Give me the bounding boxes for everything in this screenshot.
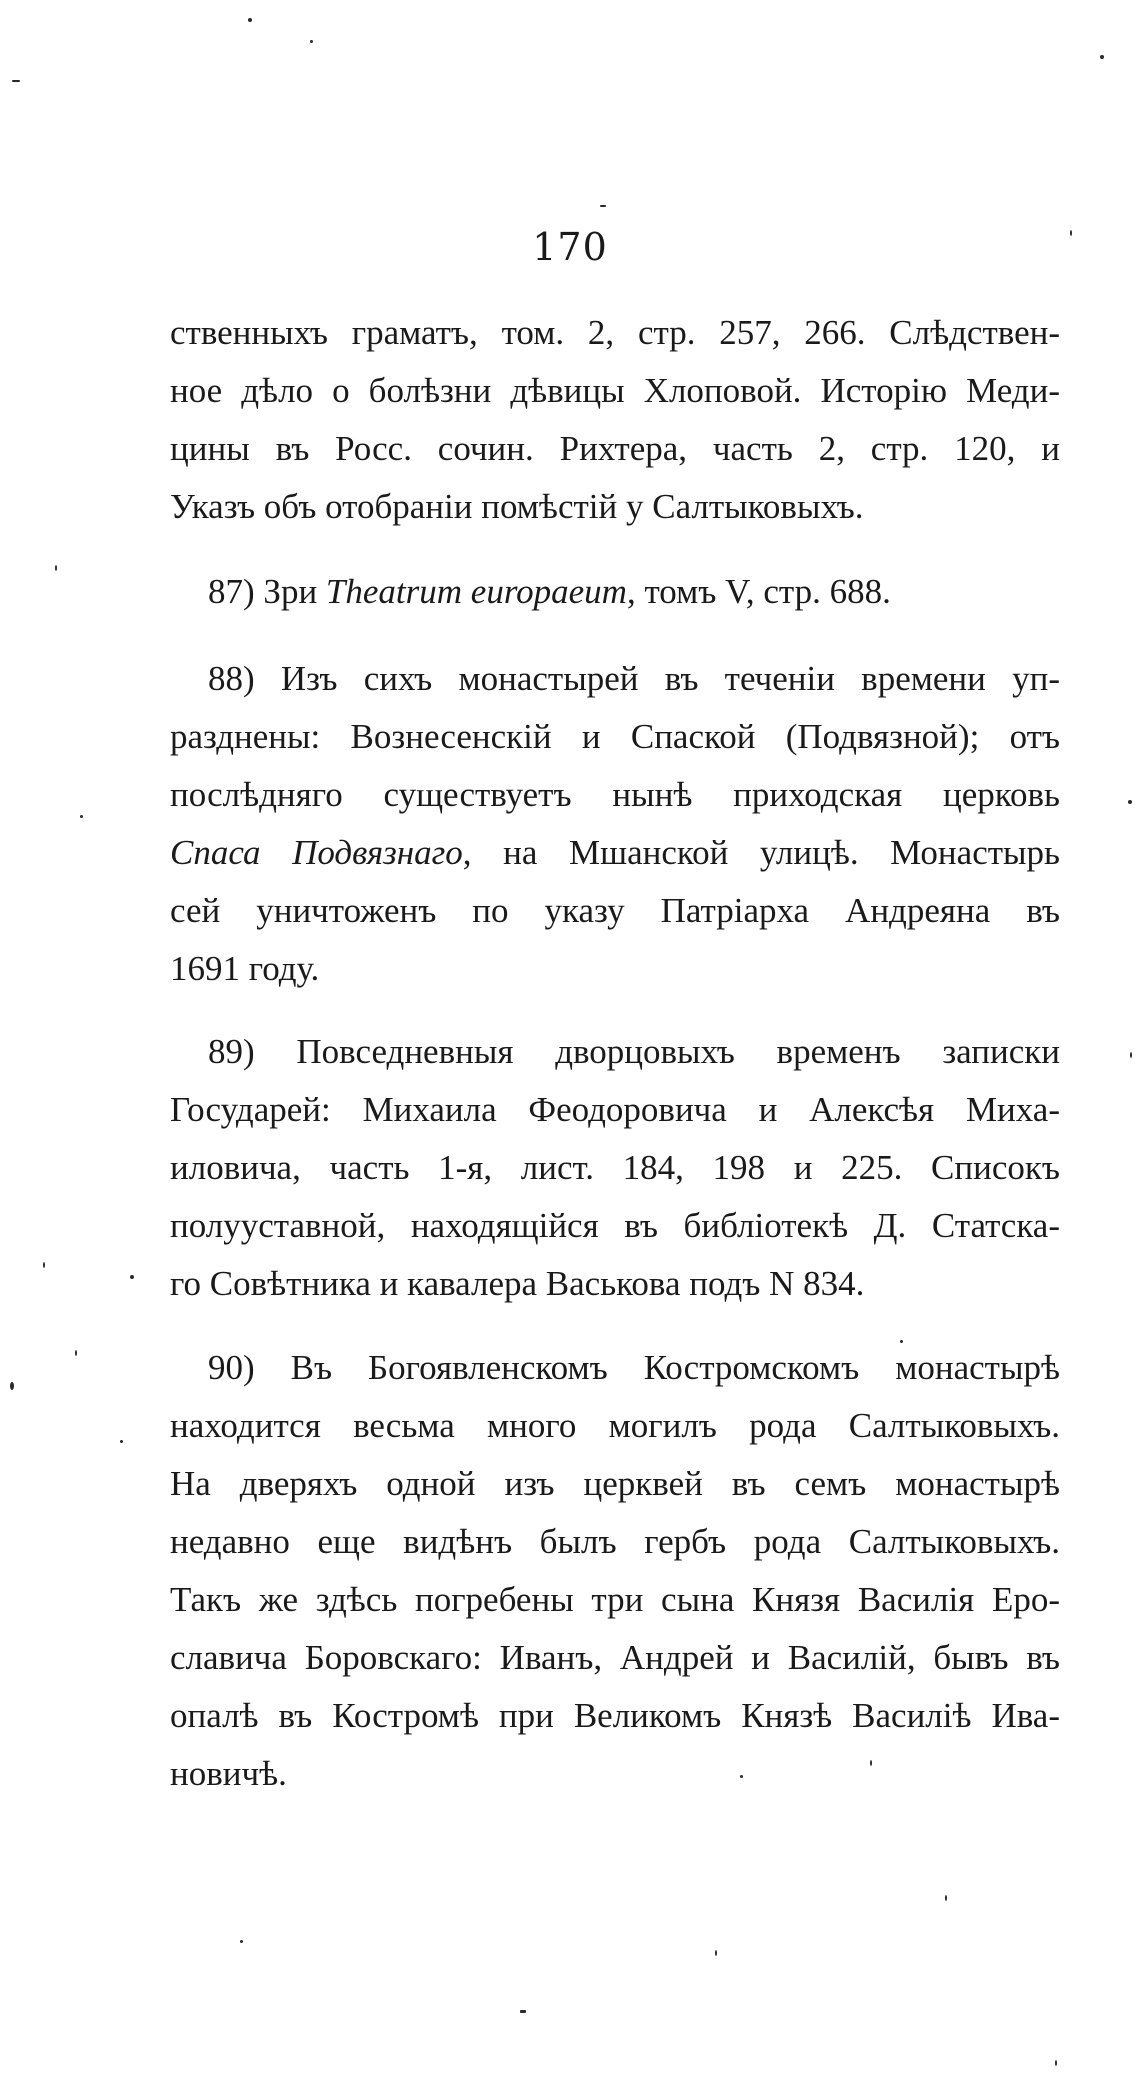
text-line: 88) Изъ сихъ монастырей въ теченіи времени уп- [208, 659, 1060, 698]
paragraph-continuation [170, 304, 1060, 536]
scan-speck [870, 1760, 872, 1766]
scan-speck [900, 1340, 903, 1343]
scan-speck [1100, 55, 1104, 59]
scan-speck [43, 1262, 45, 1268]
scan-speck [55, 565, 57, 571]
footnote-87 [170, 563, 1060, 621]
page-number: 170 [532, 225, 608, 269]
text-line: 1691 году. [170, 949, 320, 988]
footnote-87-prefix: 87) Зри [208, 572, 326, 611]
footnote-87-title: Theatrum europaeum [325, 572, 627, 611]
scan-speck [248, 18, 252, 22]
text-line: сей уничтоженъ по указу Патріарха Андреяна въ [170, 891, 1060, 930]
text-line: разднены: Вознесенскій и Спаской (Подвязной); отъ [170, 717, 1060, 756]
scan-speck [1130, 1052, 1132, 1058]
text-line: находится весьма много могилъ рода Салтыковыхъ. [170, 1406, 1060, 1445]
text-line: цины въ Росс. сочин. Рихтера, часть 2, стр. 120, и [170, 429, 1060, 468]
scan-speck [80, 815, 83, 818]
scan-speck [1055, 2060, 1057, 2066]
scan-speck [10, 1382, 14, 1390]
text-line: послѣдняго существуетъ нынѣ приходская церковь [170, 775, 1060, 814]
scan-speck [240, 1940, 243, 1943]
scan-speck [1070, 230, 1072, 236]
footnote-87-suffix: , томъ V, стр. 688. [626, 572, 891, 611]
scan-speck [310, 40, 313, 43]
text-line: новичѣ. [170, 1754, 287, 1793]
scan-speck [740, 1775, 743, 1778]
footnote-90 [170, 1339, 1060, 1803]
text-line: недавно еще видѣнъ былъ гербъ рода Салтыковыхъ. [170, 1522, 1060, 1561]
text-line: Указъ объ отобраніи помѣстій у Салтыковыхъ. [170, 487, 864, 526]
scan-speck [12, 80, 20, 82]
footnote-88 [170, 650, 1060, 998]
scan-speck [600, 205, 606, 207]
text-line: ственныхъ граматъ, том. 2, стр. 257, 266. Слѣдствен- [170, 313, 1060, 352]
text-line: 90) Въ Богоявленскомъ Костромскомъ монастырѣ [208, 1348, 1060, 1387]
text-line: Такъ же здѣсь погребены три сына Князя Василія Еро- [170, 1580, 1060, 1619]
text-line: Государей: Михаила Феодоровича и Алексѣя Миха- [170, 1090, 1060, 1129]
footnote-89 [170, 1023, 1060, 1313]
scan-speck [715, 1950, 717, 1956]
text-fragment: , на Мшанской улицѣ. Монастырь [462, 833, 1061, 872]
text-line: иловича, часть 1-я, лист. 184, 198 и 225. Списокъ [170, 1148, 1060, 1187]
church-name: Спаса Подвязнаго [170, 833, 463, 872]
text-line: На дверяхъ одной изъ церквей въ семъ монастырѣ [170, 1464, 1060, 1503]
scan-speck [520, 2010, 526, 2013]
text-line [170, 824, 1060, 882]
text-line: полууставной, находящійся въ библіотекѣ Д. Статска- [170, 1206, 1060, 1245]
text-line: опалѣ въ Костромѣ при Великомъ Князѣ Василіѣ Ива- [170, 1696, 1060, 1735]
scan-speck [75, 1350, 77, 1356]
text-line [170, 563, 1060, 621]
text-line: го Совѣтника и кавалера Васькова подъ N 834. [170, 1264, 865, 1303]
scan-speck [1128, 800, 1132, 804]
text-line: славича Боровскаго: Иванъ, Андрей и Василій, бывъ въ [170, 1638, 1060, 1677]
scan-speck [120, 1440, 123, 1443]
scan-speck [130, 1275, 134, 1279]
text-line: ное дѣло о болѣзни дѣвицы Хлоповой. Исторію Меди- [170, 371, 1060, 410]
text-line: 89) Повседневныя дворцовыхъ временъ записки [208, 1032, 1060, 1071]
scan-speck [945, 1895, 947, 1901]
